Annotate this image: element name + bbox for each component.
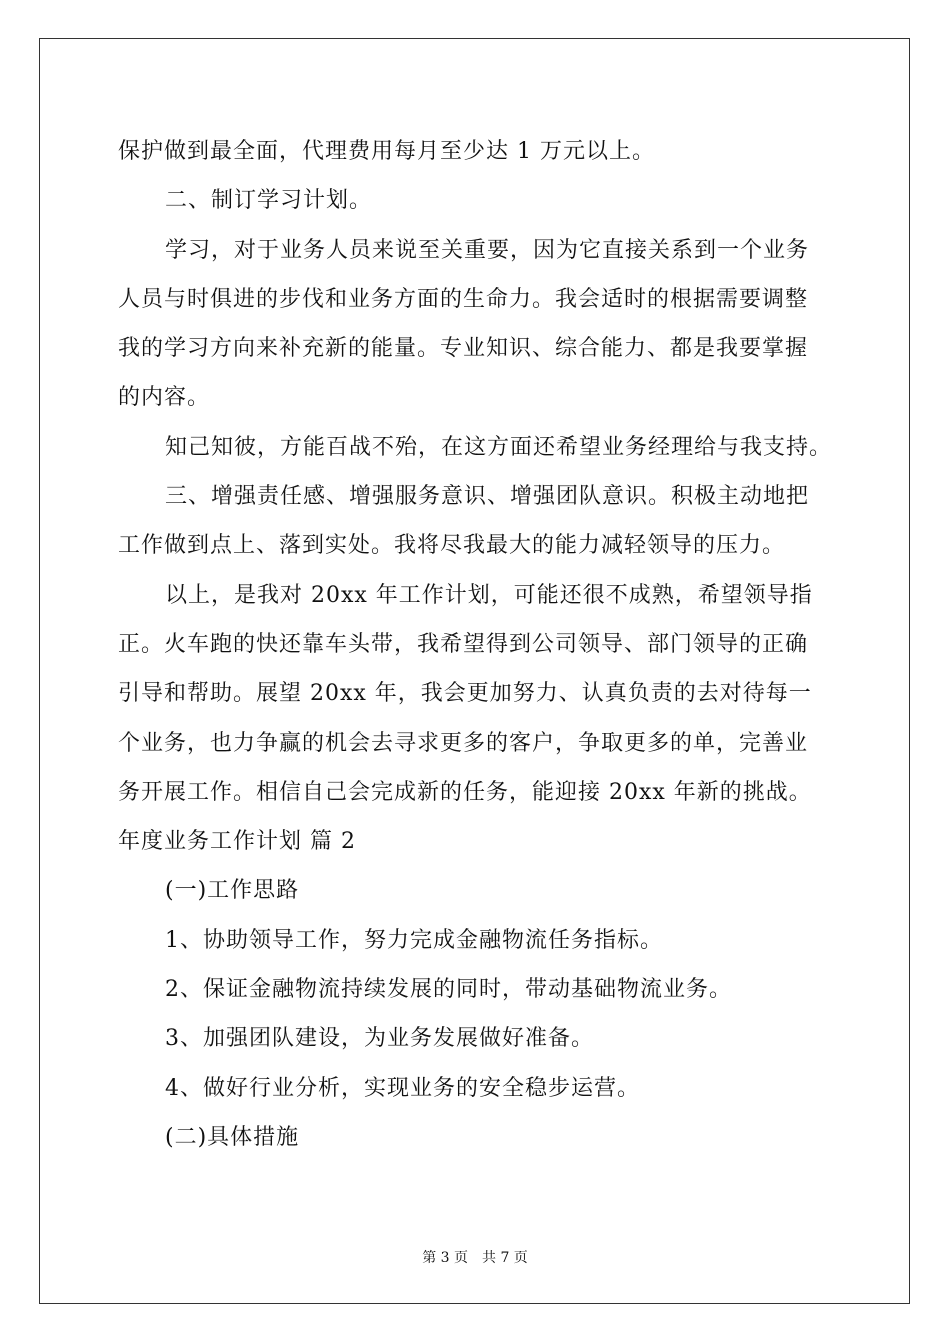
paragraph-line: 引导和帮助。展望 20xx 年，我会更加努力、认真负责的去对待每一 xyxy=(118,681,812,707)
paragraph-line: 保护做到最全面，代理费用每月至少达 1 万元以上。 xyxy=(118,139,655,164)
list-item: 4、做好行业分析，实现业务的安全稳步运营。 xyxy=(165,1075,640,1101)
paragraph-line: 的内容。 xyxy=(118,385,211,411)
paragraph-line: 三、增强责任感、增强服务意识、增强团队意识。积极主动地把 xyxy=(165,484,810,510)
paragraph-line: 个业务，也力争赢的机会去寻求更多的客户，争取更多的单，完善业 xyxy=(118,730,809,756)
list-item: 1、协助领导工作，努力完成金融物流任务指标。 xyxy=(165,927,663,953)
paragraph-line: 以上，是我对 20xx 年工作计划，可能还很不成熟，希望领导指 xyxy=(165,582,813,608)
paragraph-line: 人员与时俱进的步伐和业务方面的生命力。我会适时的根据需要调整 xyxy=(118,286,809,312)
paragraph-line: 我的学习方向来补充新的能量。专业知识、综合能力、都是我要掌握 xyxy=(118,336,809,362)
section-heading: 年度业务工作计划 篇 2 xyxy=(118,829,356,855)
subsection-heading: (二)具体措施 xyxy=(165,1124,300,1150)
list-item: 2、保证金融物流持续发展的同时，带动基础物流业务。 xyxy=(165,977,732,1003)
paragraph-line: 正。火车跑的快还靠车头带，我希望得到公司领导、部门领导的正确 xyxy=(118,631,809,657)
document-body xyxy=(118,127,853,1162)
paragraph-line: 二、制订学习计划。 xyxy=(165,188,373,214)
paragraph-line: 学习，对于业务人员来说至关重要，因为它直接关系到一个业务 xyxy=(165,237,810,263)
paragraph-line: 工作做到点上、落到实处。我将尽我最大的能力减轻领导的压力。 xyxy=(118,533,786,559)
page-number-footer: 第 3 页 共 7 页 xyxy=(422,1250,528,1266)
subsection-heading: (一)工作思路 xyxy=(165,878,300,904)
list-item: 3、加强团队建设，为业务发展做好准备。 xyxy=(165,1026,594,1052)
paragraph-line: 务开展工作。相信自己会完成新的任务，能迎接 20xx 年新的挑战。 xyxy=(118,779,812,805)
paragraph-line: 知己知彼，方能百战不殆，在这方面还希望业务经理给与我支持。 xyxy=(165,434,833,460)
